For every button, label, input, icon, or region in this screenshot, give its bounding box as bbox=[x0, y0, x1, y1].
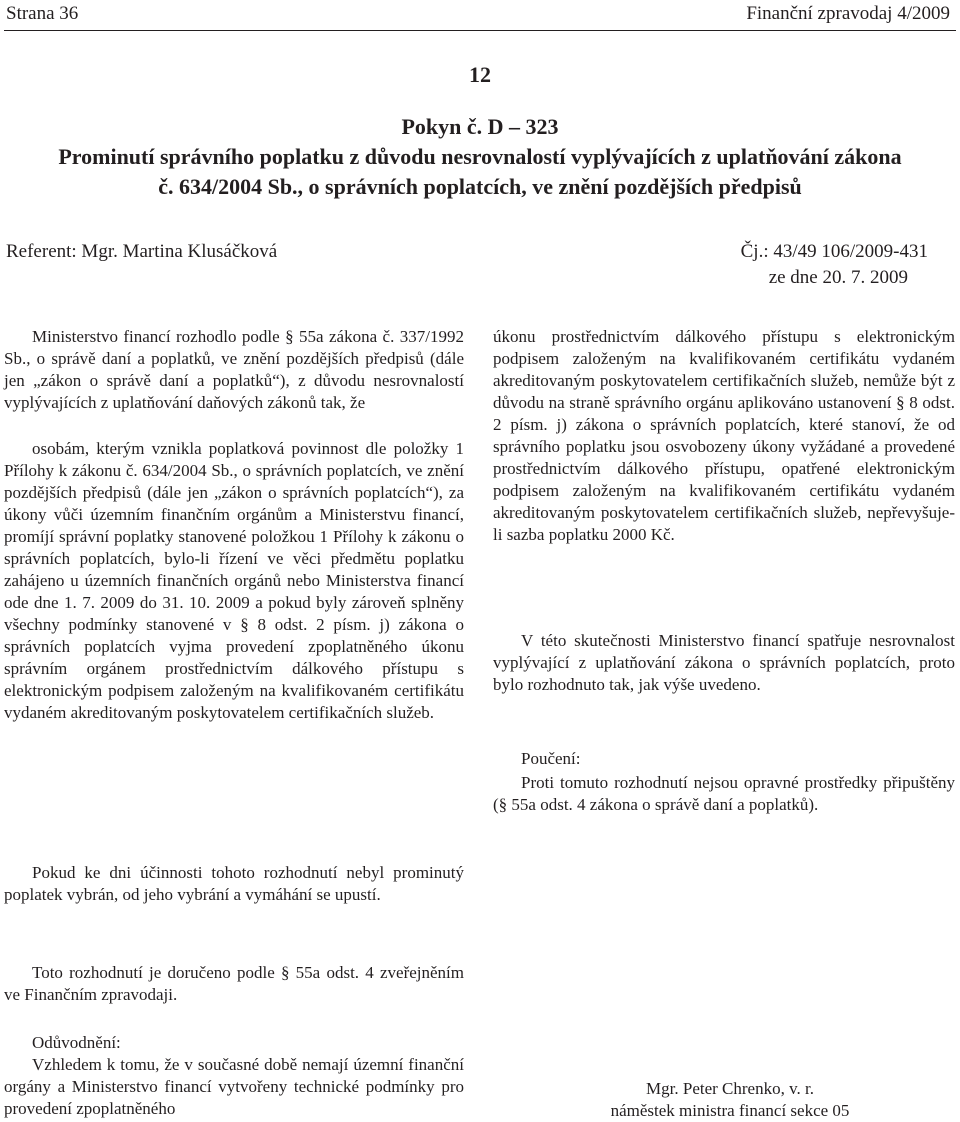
journal-issue: Finanční zpravodaj 4/2009 bbox=[746, 3, 950, 24]
instruction-heading: Poučení: bbox=[521, 749, 581, 768]
discrepancy-paragraph: V této skutečnosti Ministerstvo financí spatřuje nesrovnalost vyplývající z uplatňování zákona o správních poplatcích, proto bylo rozhodnuto tak, jak výše uvedeno. bbox=[493, 631, 955, 694]
reference-date: ze dne 20. 7. 2009 bbox=[768, 267, 908, 288]
justification-continued-paragraph: úkonu prostřednictvím dálkového přístupu s elektronickým podpisem založeným na kvalifikovaném certifikátu vydaném akreditovaným poskytovatelem certifikačních služeb, nemůže být z důvodu na straně správního orgánu aplikováno ustanovení § 8 odst. 2 písm. j) zákona o správních poplatcích, které stanoví, že od správního poplatku jsou osvobozeny úkony vyžádané a provedené prostřednictvím dálkového přístupu, opatřené elektronickým podpisem založeným na kvalifikovaném certifikátu vydaném akreditovaným poskytovatelem certifikačních služeb, nepřevyšuje-li sazba poplatku 2000 Kč. bbox=[493, 327, 955, 544]
referent: Referent: Mgr. Martina Klusáčková bbox=[6, 241, 278, 262]
instruction-subject-line-2: č. 634/2004 Sb., o správních poplatcích, ve znění pozdějších předpisů bbox=[158, 174, 802, 199]
header-rule bbox=[4, 30, 956, 31]
remedy-paragraph: Proti tomuto rozhodnutí nejsou opravné prostředky připuštěny (§ 55a odst. 4 zákona o správě daní a poplatků). bbox=[493, 773, 955, 814]
instruction-subject-line-1: Prominutí správního poplatku z důvodu nesrovnalostí vyplývajících z uplatňování zákona bbox=[58, 144, 902, 169]
delivery-paragraph: Toto rozhodnutí je doručeno podle § 55a odst. 4 zveřejněním ve Finančním zpravodaji. bbox=[4, 963, 464, 1004]
reference-number: Čj.: 43/49 106/2009-431 bbox=[740, 241, 928, 262]
page-number: Strana 36 bbox=[6, 3, 79, 24]
decision-intro-paragraph: Ministerstvo financí rozhodlo podle § 55a zákona č. 337/1992 Sb., o správě daní a poplatků, ve znění pozdějších předpisů (dále jen „zákon o správě daní a poplatků“), z důvodu nesrovnalostí vyplývajících z uplatňování daňových zákonů tak, že bbox=[4, 327, 464, 412]
collection-waiver-paragraph: Pokud ke dni účinnosti tohoto rozhodnutí nebyl prominutý poplatek vybrán, od jeho vybrání a vymáhání se upustí. bbox=[4, 863, 464, 904]
instruction-title: Pokyn č. D – 323 bbox=[401, 114, 559, 139]
decision-body-paragraph: osobám, kterým vznikla poplatková povinnost dle položky 1 Přílohy k zákonu č. 634/2004 Sb., o správních poplatcích, ve znění pozdějších předpisů (dále jen „zákon o správních poplatcích“), za úkony vůči územním finančním orgánům a Ministerstvu financí, promíjí správní poplatky stanovené položkou 1 Přílohy k zákonu o správních poplatcích, bylo-li řízení ve věci předmětu poplatku zahájeno u územních finančních orgánů nebo Ministerstva financí ode dne 1. 7. 2009 do 31. 10. 2009 a pokud byly zároveň splněny všechny podmínky stanovené v § 8 odst. 2 písm. j) zákona o správních poplatcích vyjma provedení zpoplatněného úkonu správním orgánem prostřednictvím dálkového přístupu s elektronickým podpisem založeným na kvalifikovaném certifikátu vydaném akreditovaným poskytovatelem certifikačních služeb. bbox=[4, 439, 464, 722]
justification-paragraph: Vzhledem k tomu, že v současné době nemají územní finanční orgány a Ministerstvo financí vytvořeny technické podmínky pro provedení zpoplatněného bbox=[4, 1055, 464, 1118]
signatory-name: Mgr. Peter Chrenko, v. r. bbox=[646, 1079, 814, 1098]
signatory-role: náměstek ministra financí sekce 05 bbox=[610, 1101, 850, 1120]
document-number: 12 bbox=[469, 62, 491, 87]
justification-heading: Odůvodnění: bbox=[32, 1033, 121, 1052]
